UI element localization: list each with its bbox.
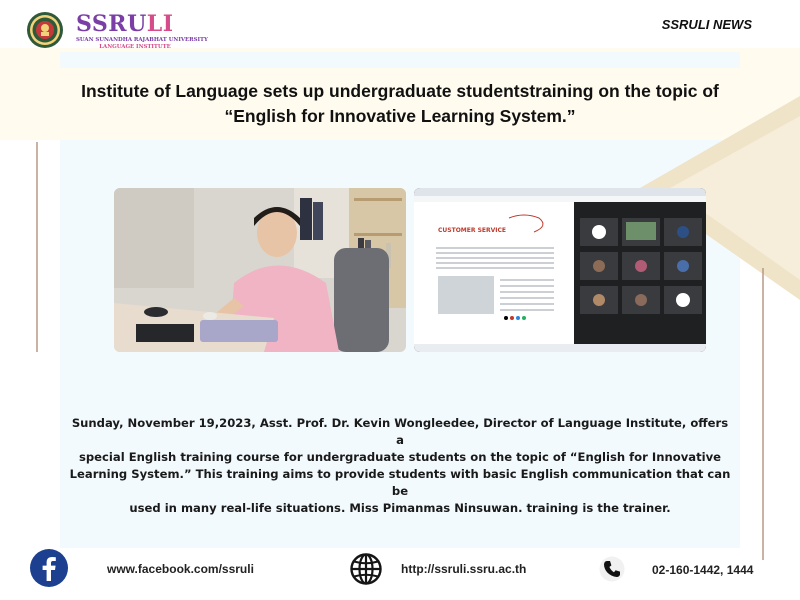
brand-institute: LANGUAGE INSTITUTE xyxy=(99,44,171,50)
brand-logo xyxy=(76,11,208,50)
phone-number[interactable]: 02-160-1442, 1444 xyxy=(652,563,754,577)
body-line-3: Learning System.” This training aims to provide students with basic English communication that can be xyxy=(69,467,731,498)
facebook-icon[interactable] xyxy=(29,548,69,588)
online-class-screenshot xyxy=(414,188,706,352)
article-title xyxy=(40,79,760,129)
title-line-2: “English for Innovative Learning System.” xyxy=(224,106,576,126)
university-seal-logo xyxy=(26,11,64,49)
title-line-1: Institute of Language sets up undergraduate studentstraining on the topic of xyxy=(81,81,719,101)
body-line-4: used in many real-life situations. Miss Pimanmas Ninsuwan. training is the trainer. xyxy=(129,501,671,515)
article-body xyxy=(66,415,734,517)
slide-heading: CUSTOMER SERVICE xyxy=(438,227,506,234)
globe-icon[interactable] xyxy=(349,552,383,586)
body-line-2: special English training course for undergraduate students on the topic of “English for Innovative xyxy=(78,450,722,464)
brand-university: SUAN SUNANDHA RAJABHAT UNIVERSITY xyxy=(76,37,208,43)
website-link[interactable]: http://ssruli.ssru.ac.th xyxy=(401,562,527,576)
news-label: SSRULI NEWS xyxy=(661,17,752,32)
body-line-1: Sunday, November 19,2023, Asst. Prof. Dr. Kevin Wongleedee, Director of Language Institute, offers a xyxy=(71,416,729,447)
phone-icon[interactable] xyxy=(599,556,625,582)
facebook-link[interactable]: www.facebook.com/ssruli xyxy=(107,562,254,576)
trainer-photo xyxy=(114,188,406,352)
brand-name: SSRULI xyxy=(76,11,174,37)
